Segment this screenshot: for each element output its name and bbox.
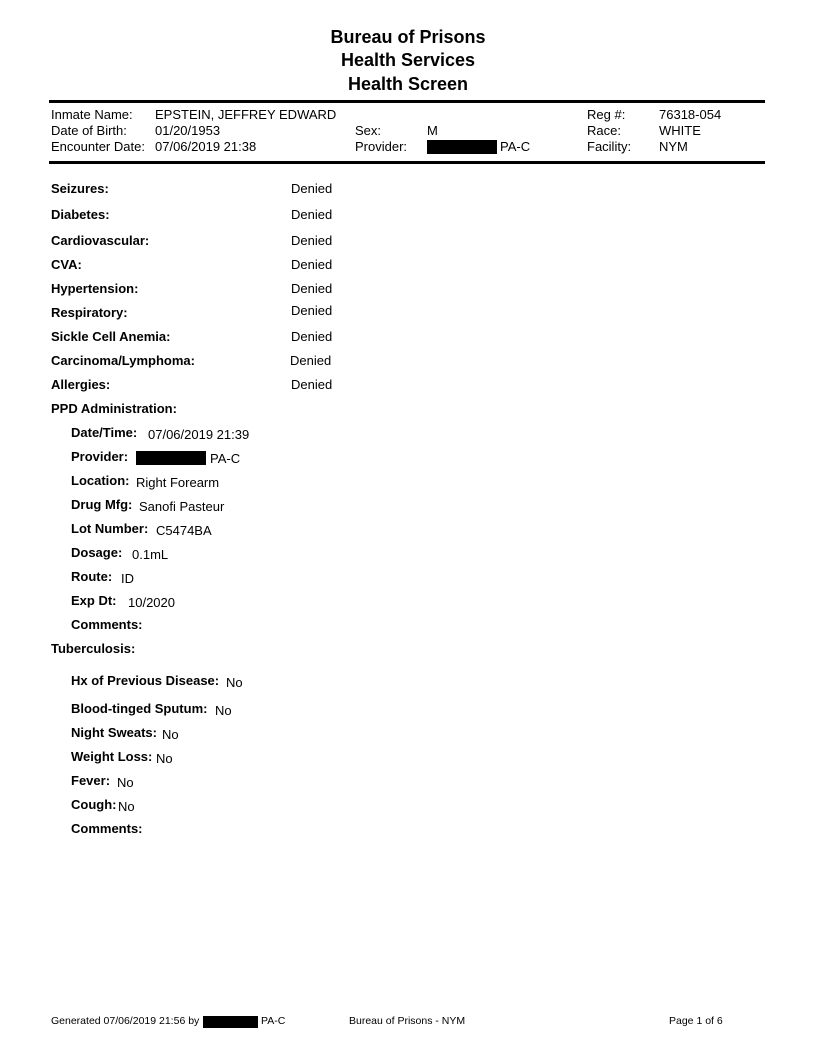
condition-label: Cardiovascular: bbox=[51, 233, 150, 248]
tb-hx-label: Hx of Previous Disease: bbox=[71, 673, 220, 688]
condition-label: CVA: bbox=[51, 257, 82, 272]
redacted-ppd-provider bbox=[136, 451, 206, 465]
condition-value: Denied bbox=[291, 257, 333, 272]
condition-value: Denied bbox=[291, 207, 333, 222]
dob-label: Date of Birth: bbox=[51, 123, 127, 138]
inmate-name-label: Inmate Name: bbox=[51, 107, 133, 122]
ppd-dosage-label: Dosage: bbox=[71, 545, 123, 560]
tb-hx-value: No bbox=[226, 675, 243, 690]
ppd-dosage-value: 0.1mL bbox=[132, 547, 169, 562]
race-value: WHITE bbox=[659, 123, 701, 138]
ppd-exp-label: Exp Dt: bbox=[71, 593, 117, 608]
condition-label: Diabetes: bbox=[51, 207, 110, 222]
tb-sputum-value: No bbox=[215, 703, 232, 718]
reg-value: 76318-054 bbox=[659, 107, 722, 122]
footer-generated: Generated 07/06/2019 21:56 by bbox=[51, 1015, 200, 1027]
tb-comments-label: Comments: bbox=[71, 821, 143, 836]
ppd-location-value: Right Forearm bbox=[136, 475, 220, 490]
tb-sweats-label: Night Sweats: bbox=[71, 725, 157, 740]
ppd-lot-value: C5474BA bbox=[156, 523, 212, 538]
race-label: Race: bbox=[587, 123, 621, 138]
condition-value: Denied bbox=[291, 281, 333, 296]
document-subtitle: Health Services bbox=[340, 50, 476, 70]
condition-label: Hypertension: bbox=[51, 281, 139, 296]
condition-value: Denied bbox=[290, 353, 332, 368]
reg-label: Reg #: bbox=[587, 107, 626, 122]
encounter-date-label: Encounter Date: bbox=[51, 139, 145, 154]
redacted-provider-name bbox=[427, 140, 497, 154]
ppd-route-label: Route: bbox=[71, 569, 113, 584]
ppd-location-label: Location: bbox=[71, 473, 130, 488]
tb-sputum-label: Blood-tinged Sputum: bbox=[71, 701, 208, 716]
tb-cough-value: No bbox=[118, 799, 135, 814]
condition-value: Denied bbox=[291, 233, 333, 248]
tb-sweats-value: No bbox=[162, 727, 179, 742]
ppd-mfg-value: Sanofi Pasteur bbox=[139, 499, 225, 514]
facility-label: Facility: bbox=[587, 139, 632, 154]
condition-value: Denied bbox=[291, 303, 333, 318]
condition-label: Allergies: bbox=[51, 377, 111, 392]
tb-fever-label: Fever: bbox=[71, 773, 111, 788]
ppd-mfg-label: Drug Mfg: bbox=[71, 497, 133, 512]
encounter-date-value: 07/06/2019 21:38 bbox=[155, 139, 257, 154]
dob-value: 01/20/1953 bbox=[155, 123, 221, 138]
ppd-exp-value: 10/2020 bbox=[128, 595, 175, 610]
ppd-datetime-label: Date/Time: bbox=[71, 425, 138, 440]
condition-value: Denied bbox=[291, 329, 333, 344]
page-number: Page 1 of 6 bbox=[669, 1015, 723, 1027]
provider-label: Provider: bbox=[355, 139, 408, 154]
header-bottom-rule bbox=[49, 161, 765, 164]
redacted-footer-name bbox=[203, 1016, 258, 1028]
document-form-name: Health Screen bbox=[347, 74, 469, 94]
provider-suffix: PA-C bbox=[500, 139, 531, 154]
condition-value: Denied bbox=[291, 181, 333, 196]
sex-label: Sex: bbox=[355, 123, 382, 138]
condition-label: Seizures: bbox=[51, 181, 109, 196]
tb-weight-value: No bbox=[156, 751, 173, 766]
sex-value: M bbox=[427, 123, 438, 138]
footer-generated-suffix: PA-C bbox=[261, 1015, 286, 1027]
condition-value: Denied bbox=[291, 377, 333, 392]
tb-heading: Tuberculosis: bbox=[51, 641, 136, 656]
ppd-provider-label: Provider: bbox=[71, 449, 129, 464]
ppd-provider-suffix: PA-C bbox=[210, 451, 241, 466]
facility-value: NYM bbox=[659, 139, 688, 154]
ppd-comments-label: Comments: bbox=[71, 617, 143, 632]
condition-label: Sickle Cell Anemia: bbox=[51, 329, 171, 344]
tb-fever-value: No bbox=[117, 775, 134, 790]
footer-center: Bureau of Prisons - NYM bbox=[349, 1015, 466, 1027]
ppd-route-value: ID bbox=[121, 571, 134, 586]
ppd-heading: PPD Administration: bbox=[51, 401, 177, 416]
condition-label: Carcinoma/Lymphoma: bbox=[51, 353, 195, 368]
tb-weight-label: Weight Loss: bbox=[71, 749, 153, 764]
condition-label: Respiratory: bbox=[51, 305, 128, 320]
inmate-name-value: EPSTEIN, JEFFREY EDWARD bbox=[155, 107, 337, 122]
tb-cough-label: Cough: bbox=[71, 797, 117, 812]
header-top-rule bbox=[49, 100, 765, 103]
ppd-datetime-value: 07/06/2019 21:39 bbox=[148, 427, 250, 442]
document-title: Bureau of Prisons bbox=[330, 27, 486, 47]
ppd-lot-label: Lot Number: bbox=[71, 521, 149, 536]
